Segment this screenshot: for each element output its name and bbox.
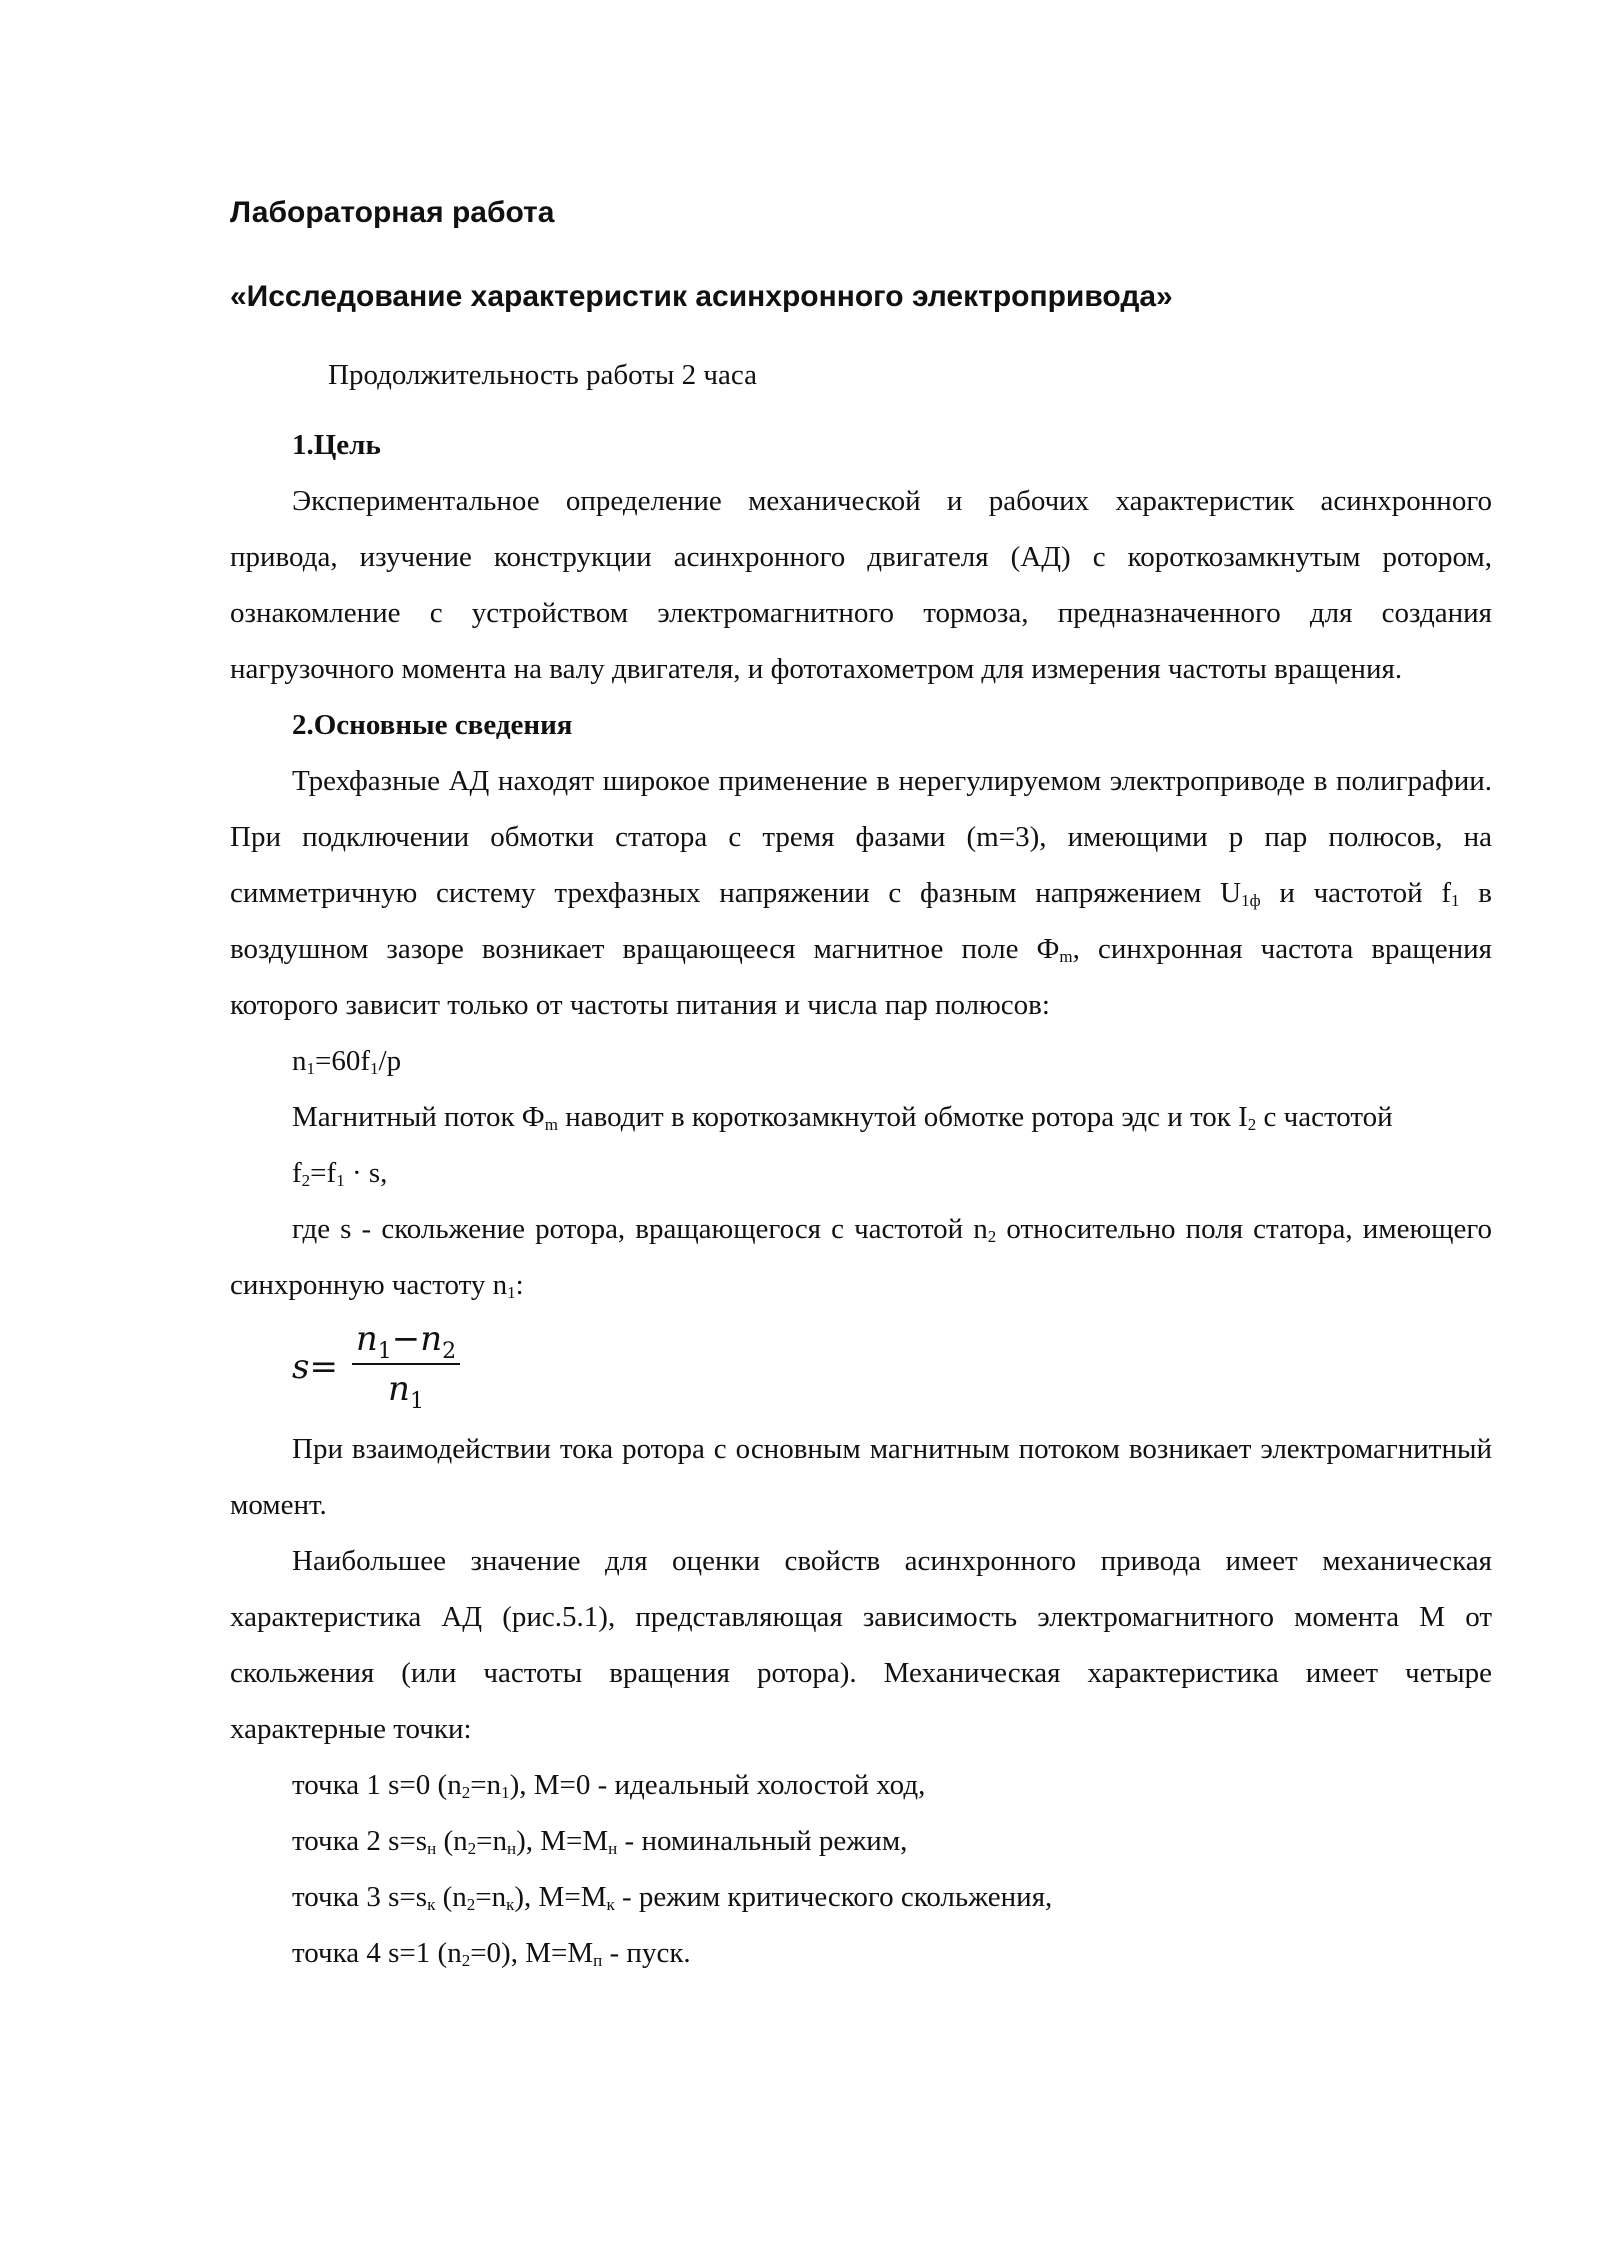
point-item bbox=[230, 1813, 1492, 1869]
text-run: =60f bbox=[315, 1045, 371, 1077]
basics-paragraph-5: Наибольшее значение для оценки свойств асинхронного привода имеет механическая характеристика АД (рис.5.1), представляющая зависимость электромагнитного момента М от скольжения (или частоты вращения ротора). Механическая характеристика имеет четыре характерные точки: bbox=[230, 1545, 1492, 1745]
text-run: точка 4 s=1 (n bbox=[292, 1937, 462, 1969]
text-run: : bbox=[515, 1269, 524, 1301]
text-run: в воздушном зазоре возникает вращающееся магнитное поле Ф bbox=[230, 877, 1492, 965]
text-run: Трехфазные АД находят широкое применение в нерегулируемом электроприводе в полиграфии. При подключении обмотки статора с тремя фазами (m=3), имеющими p пар полюсов, на симметричную систему трехфазных напряжении с фазным напряжением U bbox=[230, 765, 1492, 909]
text-run: ), М=0 - идеальный холостой ход, bbox=[509, 1769, 926, 1801]
subscript: 1 bbox=[1451, 891, 1460, 910]
text-run: (n bbox=[436, 1825, 468, 1857]
subscript: 1 bbox=[501, 1783, 510, 1802]
text-run: n bbox=[292, 1045, 307, 1077]
text-run: =n bbox=[476, 1825, 507, 1857]
point-item bbox=[230, 1757, 1492, 1813]
text-run: где s - скольжение ротора, вращающегося с частотой n bbox=[292, 1213, 988, 1245]
formula-n1 bbox=[230, 1033, 1492, 1089]
point-item bbox=[230, 1869, 1492, 1925]
page-content bbox=[230, 195, 1492, 1981]
subscript: 1ф bbox=[1241, 891, 1261, 910]
subscript: к bbox=[427, 1895, 436, 1914]
goal-heading: 1.Цель bbox=[292, 429, 381, 461]
slip-formula bbox=[292, 1319, 1492, 1419]
subscript: 1 bbox=[336, 1171, 345, 1190]
text-run: n bbox=[388, 1369, 410, 1409]
basics-paragraph-3 bbox=[230, 1201, 1492, 1313]
text-run: точка 3 s=s bbox=[292, 1881, 428, 1913]
text-run: точка 2 s=s bbox=[292, 1825, 428, 1857]
basics-paragraph-1 bbox=[230, 753, 1492, 1033]
text-run: (n bbox=[435, 1881, 467, 1913]
text-run: наводит в короткозамкнутой обмотке ротора эдс и ток I bbox=[557, 1101, 1248, 1133]
text-run: и частотой f bbox=[1260, 877, 1452, 909]
text-run: −n bbox=[391, 1319, 443, 1359]
subscript: 1 bbox=[370, 1059, 379, 1078]
formula-lhs: s= bbox=[292, 1347, 338, 1387]
subscript: 2 bbox=[467, 1839, 477, 1858]
text-run: =0), М=М bbox=[470, 1937, 594, 1969]
subscript: m bbox=[544, 1115, 558, 1134]
text-run: ), М=М bbox=[516, 1825, 609, 1857]
subscript: к bbox=[606, 1895, 615, 1914]
subscript: m bbox=[1059, 947, 1073, 966]
subscript: 1 bbox=[409, 1389, 424, 1414]
subscript: 2 bbox=[461, 1951, 471, 1970]
subscript: к bbox=[506, 1895, 515, 1914]
text-run: точка 1 s=0 (n bbox=[292, 1769, 462, 1801]
text-run: f bbox=[292, 1157, 302, 1189]
subscript: 2 bbox=[1247, 1115, 1257, 1134]
text-run: =f bbox=[310, 1157, 337, 1189]
goal-paragraph: Экспериментальное определение механической и рабочих характеристик асинхронного привода, изучение конструкции асинхронного двигателя (АД) с короткозамкнутым ротором, ознакомление с устройством электромагнитного тормоза, предназначенного для создания нагрузочного момента на валу двигателя, и фототахометром для измерения частоты вращения. bbox=[230, 485, 1492, 685]
lab-title: Лабораторная работа bbox=[230, 196, 555, 229]
formula-numerator bbox=[352, 1319, 460, 1364]
text-run: - режим критического скольжения, bbox=[614, 1881, 1053, 1913]
subscript: н bbox=[427, 1839, 437, 1858]
subscript: 2 bbox=[301, 1171, 311, 1190]
text-run: · s, bbox=[344, 1157, 388, 1189]
text-run: n bbox=[355, 1319, 378, 1359]
subscript: 1 bbox=[306, 1059, 315, 1078]
basics-paragraph-2 bbox=[230, 1089, 1492, 1145]
formula-denominator bbox=[352, 1369, 460, 1414]
formula-fraction bbox=[352, 1319, 460, 1414]
subscript: 2 bbox=[442, 1339, 457, 1364]
text-run: /p bbox=[378, 1045, 402, 1077]
text-run: =n bbox=[470, 1769, 502, 1801]
lab-subtitle: «Исследование характеристик асинхронного электропривода» bbox=[230, 280, 1173, 313]
subscript: 1 bbox=[377, 1339, 392, 1364]
duration-text: Продолжительность работы 2 часа bbox=[328, 359, 757, 391]
text-run: Магнитный поток Ф bbox=[292, 1101, 545, 1133]
basics-paragraph-4: При взаимодействии тока ротора с основным магнитным потоком возникает электромагнитный момент. bbox=[230, 1433, 1492, 1521]
basics-heading: 2.Основные сведения bbox=[292, 709, 573, 741]
point-item bbox=[230, 1925, 1492, 1981]
subscript: 2 bbox=[461, 1783, 471, 1802]
text-run: с частотой bbox=[1256, 1101, 1393, 1133]
subscript: н bbox=[608, 1839, 618, 1858]
subscript: н bbox=[506, 1839, 517, 1858]
text-run: =n bbox=[475, 1881, 507, 1913]
text-run: - номинальный режим, bbox=[617, 1825, 908, 1857]
text-run: , синхронная частота вращения которого зависит только от частоты питания и числа пар полюсов: bbox=[230, 933, 1492, 1021]
subscript: 2 bbox=[466, 1895, 476, 1914]
formula-f2 bbox=[230, 1145, 1492, 1201]
text-run: - пуск. bbox=[602, 1937, 691, 1969]
text-run: ), М=М bbox=[514, 1881, 607, 1913]
subscript: п bbox=[593, 1951, 603, 1970]
subscript: 2 bbox=[987, 1227, 997, 1246]
subscript: 1 bbox=[507, 1283, 516, 1302]
text-run: относительно поля статора, имеющего синхронную частоту n bbox=[230, 1213, 1492, 1301]
